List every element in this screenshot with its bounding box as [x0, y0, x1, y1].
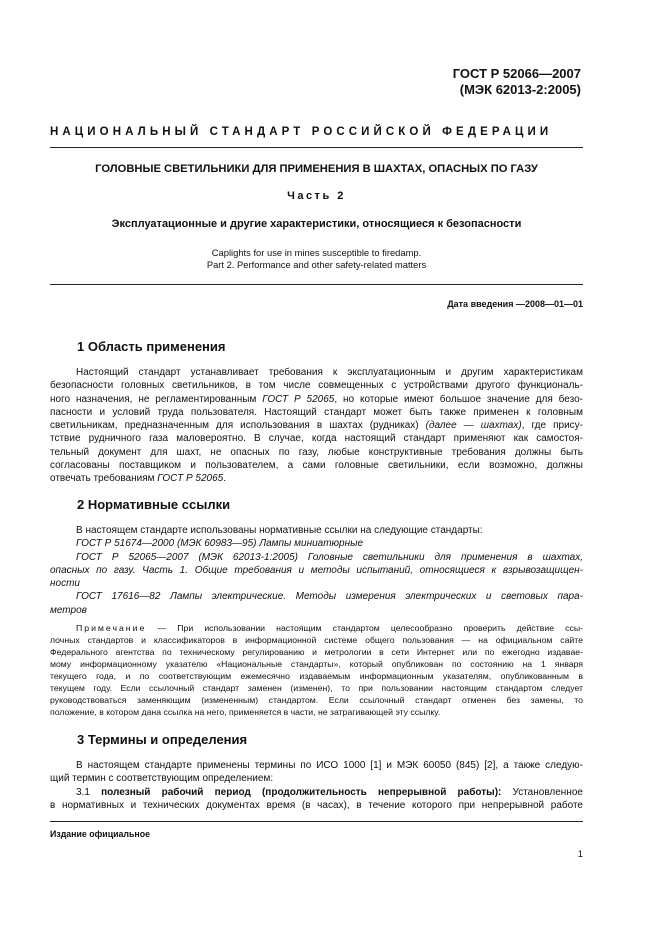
document-title: ГОЛОВНЫЕ СВЕТИЛЬНИКИ ДЛЯ ПРИМЕНЕНИЯ В ШАХТАХ, ОПАСНЫХ ПО ГАЗУ: [95, 163, 538, 175]
text-line: положение, в котором дана ссылка на него, применяется в части, не затрагивающей эту ссылку.: [50, 707, 441, 717]
text-line: мому информационному указателю «Национальные стандарты», который опубликован по состоянию на 1 января: [50, 659, 583, 669]
reference-link-text: ГОСТ Р 52065: [262, 393, 335, 405]
text-line: безопасности головных светильников, в том числе совмещенных с устройствами другого функциональ-: [50, 380, 583, 392]
text-line: 3.1 полезный рабочий период (продолжительность непрерывной работы): Установленное: [76, 786, 583, 798]
english-title-line-2: Part 2. Performance and other safety-related matters: [206, 259, 427, 270]
english-title: [50, 247, 583, 271]
gost-number: ГОСТ Р 52066—2007: [452, 66, 581, 81]
reference-entry: ГОСТ 17616—82 Лампы электрические. Методы измерения электрических и световых пара-: [76, 591, 583, 603]
english-title-line-1: Caplights for use in mines susceptible to firedamp.: [211, 247, 422, 258]
note-label: Примечание: [76, 623, 147, 633]
page-number: 1: [577, 849, 583, 860]
section-2-heading: 2 Нормативные ссылки: [77, 497, 231, 512]
section-1-heading: 1 Область применения: [77, 339, 226, 354]
reference-entry: ности: [50, 578, 80, 590]
text-line: светильникам, предназначенным для использования в шахтах (рудниках) (далее — шахтах), где прису-: [50, 420, 583, 432]
edition-label: Издание официальное: [50, 829, 150, 839]
text-line: Федерального агентства по техническому регулированию и метрологии в сети Интернет или по ежегодно издавае-: [50, 647, 583, 657]
text-line: текущем году. Если ссылочный стандарт заменен (изменен), то при пользовании настоящим стандартом следует: [50, 683, 583, 693]
iec-number: (МЭК 62013-2:2005): [459, 82, 581, 97]
introduction-date: Дата введения —2008—01—01: [447, 299, 583, 309]
text-line: лочных стандартов и классификаторов в информационной системе общего пользования — на официальном сайте: [50, 635, 583, 645]
text-line: согласованы поставщиком и пользователем, а сами головные светильники, если возможно, должны: [50, 460, 583, 472]
text-line: Примечание — При использовании настоящим стандартом целесообразно проверить действие ссы-: [76, 623, 583, 633]
section-1-body: [50, 366, 583, 486]
note-block: [50, 622, 583, 718]
text-line: тствие рудничного газа маловероятно. В случае, когда настоящий стандарт применяют как самостоя-: [50, 433, 583, 445]
document-subtitle: Эксплуатационные и другие характеристики, относящиеся к безопасности: [111, 218, 522, 230]
footer-rule: [50, 821, 583, 822]
national-standard-band: НАЦИОНАЛЬНЫЙ СТАНДАРТ РОССИЙСКОЙ ФЕДЕРАЦИИ: [50, 126, 553, 138]
text-line: руководствоваться заменяющим (измененным) стандартом. Если ссылочный стандарт отменен без замены, то: [50, 695, 583, 705]
part-title: Часть 2: [287, 190, 346, 202]
text-line: В настоящем стандарте применены термины по ИСО 1000 [1] и МЭК 60050 (845) [2], а также следую-: [76, 760, 583, 771]
reference-link-text: ГОСТ Р 52065: [157, 473, 224, 485]
text-line: Настоящий стандарт устанавливает требования к эксплуатационным и другим характеристикам: [76, 367, 583, 378]
section-3-body: [50, 759, 583, 812]
reference-entry: ГОСТ Р 52065—2007 (МЭК 62013-1:2005) Головные светильники для применения в шахтах,: [76, 551, 583, 563]
reference-entry: ГОСТ Р 51674—2000 (МЭК 60983—95) Лампы миниатюрные: [76, 538, 364, 550]
text-line: в нормативных и технических документах время (в часах), в течение которого при непрерывной работе: [50, 799, 583, 811]
reference-entry: метров: [50, 604, 87, 616]
section-3-heading: 3 Термины и определения: [77, 732, 248, 747]
text-line: пасности и условий труда пользователя. Настоящий стандарт может быть также применен к головным: [50, 406, 583, 418]
text-line: В настоящем стандарте использованы нормативные ссылки на следующие стандарты:: [76, 525, 483, 536]
section-2-body: [50, 524, 583, 617]
text-line: текущего года, и по соответствующим ежемесячно издаваемым информационным указателям, опубликованным в: [50, 671, 583, 681]
term: полезный рабочий период (продолжительность непрерывной работы):: [101, 786, 502, 798]
top-rule: [50, 147, 583, 148]
text-line: тельный документ для шахт, не опасных по газу, любые конструктивные требования должны быть: [50, 446, 583, 458]
text-line: отвечать требованиям ГОСТ Р 52065.: [50, 473, 226, 485]
text-line: ного назначения, не регламентированным ГОСТ Р 52065, но которые имеют большое значение для безо-: [50, 393, 583, 405]
title-rule: [50, 284, 583, 285]
standard-identifier: [453, 66, 581, 98]
reference-entry: опасных по газу. Часть 1. Общие требования и методы испытаний, относящиеся к взрывозащищен-: [50, 564, 583, 576]
text-line: щий термин с соответствующим определением:: [50, 773, 274, 785]
